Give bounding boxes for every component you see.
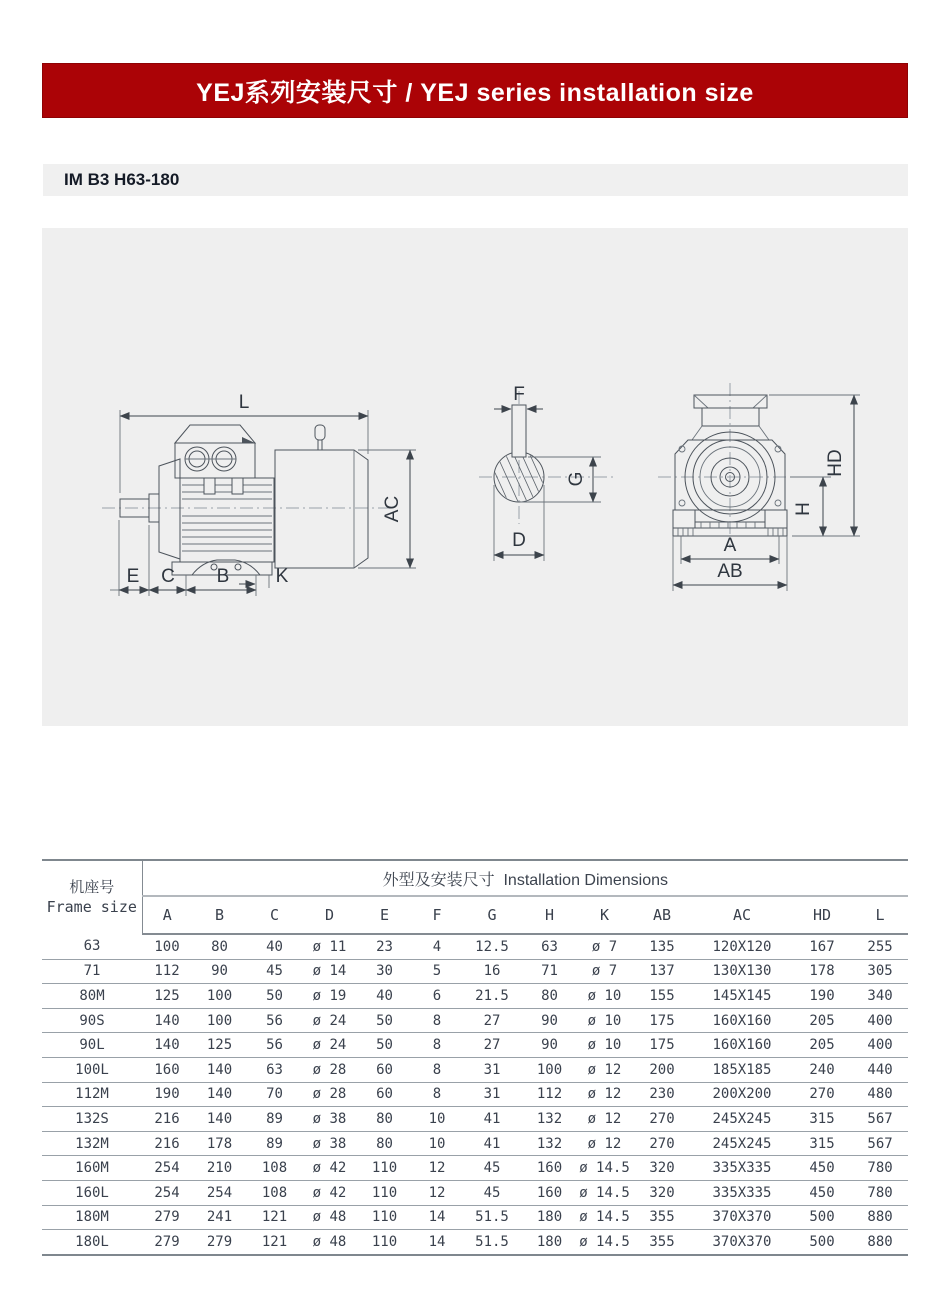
dimension-cell: 6 bbox=[412, 984, 462, 1009]
dimension-cell: 370X370 bbox=[692, 1205, 792, 1230]
dimension-cell: 205 bbox=[792, 1033, 852, 1058]
dimension-cell: 108 bbox=[247, 1180, 302, 1205]
group-header: 外型及安装尺寸 Installation Dimensions bbox=[142, 860, 908, 896]
dimension-cell: 270 bbox=[792, 1082, 852, 1107]
table-row bbox=[42, 1205, 908, 1230]
dimension-cell: ø 14.5 bbox=[577, 1180, 632, 1205]
dimension-cell: 130X130 bbox=[692, 959, 792, 984]
dimensions-table bbox=[42, 859, 908, 1256]
dimension-cell: 45 bbox=[462, 1156, 522, 1181]
frame-size-header-cn: 机座号 bbox=[69, 878, 115, 896]
dimension-cell: ø 12 bbox=[577, 1107, 632, 1132]
keyway bbox=[512, 405, 526, 457]
dimension-cell: 880 bbox=[867, 1233, 893, 1250]
column-header-H: H bbox=[522, 896, 577, 934]
dimension-cell: 145X145 bbox=[692, 984, 792, 1009]
dimension-cell: 4 bbox=[412, 934, 462, 959]
dimension-cell: 51.5 bbox=[462, 1205, 522, 1230]
dimension-cell: 254 bbox=[192, 1180, 247, 1205]
dimension-cell: 500 bbox=[809, 1233, 835, 1250]
dimension-cell: 121 bbox=[261, 1233, 288, 1250]
column-header-K: K bbox=[577, 896, 632, 934]
column-header-E: E bbox=[357, 896, 412, 934]
dimension-cell: 80 bbox=[357, 1131, 412, 1156]
dim-label-H: H bbox=[793, 502, 814, 516]
dimension-cell: 14 bbox=[412, 1205, 462, 1230]
dimension-cell: 100 bbox=[522, 1057, 577, 1082]
dimension-cell: 400 bbox=[852, 1008, 908, 1033]
frame-size-cell: 63 bbox=[42, 934, 142, 959]
column-header-AC: AC bbox=[692, 896, 792, 934]
column-header-F: F bbox=[412, 896, 462, 934]
table-row bbox=[42, 1033, 908, 1058]
dimension-cell: 355 bbox=[649, 1233, 675, 1250]
dimension-cell: ø 28 bbox=[302, 1057, 357, 1082]
dimension-cell: 480 bbox=[852, 1082, 908, 1107]
dimension-cell: 155 bbox=[632, 984, 692, 1009]
dimension-cell: 175 bbox=[632, 1033, 692, 1058]
dimension-cell: 780 bbox=[852, 1180, 908, 1205]
dimension-cell: 27 bbox=[462, 1033, 522, 1058]
dimension-cell: ø 10 bbox=[577, 1033, 632, 1058]
dimension-cell: 140 bbox=[192, 1057, 247, 1082]
dimension-cell: 450 bbox=[792, 1156, 852, 1181]
dimension-cell: ø 7 bbox=[577, 934, 632, 959]
dimension-cell: 185X185 bbox=[692, 1057, 792, 1082]
frame-size-cell: 180L bbox=[75, 1233, 109, 1250]
dimension-cell: 178 bbox=[192, 1131, 247, 1156]
dimension-cell: 80 bbox=[357, 1107, 412, 1132]
dimension-cell: ø 24 bbox=[302, 1008, 357, 1033]
dimension-cell: ø 14.5 bbox=[577, 1205, 632, 1230]
terminal-box bbox=[175, 425, 255, 478]
dim-label-E: E bbox=[126, 566, 140, 587]
dimension-cell: 108 bbox=[247, 1156, 302, 1181]
dimension-cell: 200 bbox=[632, 1057, 692, 1082]
dimension-cell: 80 bbox=[522, 984, 577, 1009]
frame-size-cell: 90L bbox=[42, 1033, 142, 1058]
dimension-cell: 41 bbox=[462, 1131, 522, 1156]
dimension-cell: 8 bbox=[412, 1033, 462, 1058]
dimension-cell: 56 bbox=[247, 1033, 302, 1058]
column-header-HD: HD bbox=[792, 896, 852, 934]
dimension-cell: 112 bbox=[522, 1082, 577, 1107]
dimension-cell: 56 bbox=[247, 1008, 302, 1033]
dim-label-K: K bbox=[275, 566, 289, 587]
dim-label-A: A bbox=[723, 535, 737, 556]
dimension-cell: 335X335 bbox=[692, 1156, 792, 1181]
front-view-drawing bbox=[658, 383, 860, 591]
dimension-cell: 40 bbox=[357, 984, 412, 1009]
dimension-cell: ø 14.5 bbox=[579, 1233, 630, 1250]
frame-size-cell: 132S bbox=[42, 1107, 142, 1132]
dimension-cell: ø 42 bbox=[302, 1180, 357, 1205]
dimension-cell: 140 bbox=[142, 1008, 192, 1033]
dimension-cell: ø 12 bbox=[577, 1057, 632, 1082]
dim-label-G: G bbox=[566, 471, 587, 487]
table-body bbox=[42, 934, 908, 1255]
dimension-cell: 45 bbox=[247, 959, 302, 984]
dimension-cell: 90 bbox=[522, 1008, 577, 1033]
dimension-cell: 132 bbox=[522, 1107, 577, 1132]
dimension-cell: 63 bbox=[522, 934, 577, 959]
motor-body bbox=[180, 478, 274, 562]
dimension-cell: ø 14 bbox=[302, 959, 357, 984]
column-header-D: D bbox=[302, 896, 357, 934]
table-row bbox=[42, 1107, 908, 1132]
dimension-cell: 245X245 bbox=[692, 1107, 792, 1132]
dimension-cell: 12.5 bbox=[462, 934, 522, 959]
dimension-cell: 450 bbox=[792, 1180, 852, 1205]
dim-label-B: B bbox=[216, 566, 230, 587]
dimension-cell: 190 bbox=[792, 984, 852, 1009]
dimension-cell: 205 bbox=[792, 1008, 852, 1033]
dimension-cell: 180 bbox=[536, 1233, 563, 1250]
dimension-cell: 23 bbox=[357, 934, 412, 959]
dimension-cell: 100 bbox=[142, 934, 192, 959]
dimension-cell: 80 bbox=[192, 934, 247, 959]
side-view-drawing bbox=[102, 392, 416, 596]
dimension-cell: 180 bbox=[522, 1205, 577, 1230]
dimension-cell: 50 bbox=[357, 1033, 412, 1058]
table-row bbox=[42, 934, 908, 959]
dimension-cell: ø 38 bbox=[302, 1131, 357, 1156]
table-row bbox=[42, 1082, 908, 1107]
dimension-cell: 279 bbox=[206, 1233, 233, 1250]
frame-size-cell: 112M bbox=[42, 1082, 142, 1107]
dimension-cell: 567 bbox=[852, 1107, 908, 1132]
dimension-cell: 210 bbox=[192, 1156, 247, 1181]
dimension-cell: 355 bbox=[632, 1205, 692, 1230]
dimension-cell: 10 bbox=[412, 1107, 462, 1132]
dimension-cell: ø 24 bbox=[302, 1033, 357, 1058]
dimension-cell: 21.5 bbox=[462, 984, 522, 1009]
frame-size-cell: 132M bbox=[42, 1131, 142, 1156]
dimension-cell: 440 bbox=[852, 1057, 908, 1082]
dimension-cell: 27 bbox=[462, 1008, 522, 1033]
dimension-cell: 255 bbox=[852, 934, 908, 959]
dimension-cell: 125 bbox=[142, 984, 192, 1009]
dim-label-C: C bbox=[161, 566, 175, 587]
dimension-cell: 40 bbox=[247, 934, 302, 959]
dimension-cell: 140 bbox=[142, 1033, 192, 1058]
frame-size-cell: 71 bbox=[42, 959, 142, 984]
drawing-area bbox=[42, 228, 908, 726]
column-header-AB: AB bbox=[632, 896, 692, 934]
dimension-cell: 41 bbox=[462, 1107, 522, 1132]
dimension-cell: 8 bbox=[412, 1082, 462, 1107]
dim-label-AB: AB bbox=[717, 561, 743, 582]
column-header-C: C bbox=[247, 896, 302, 934]
dim-label-AC: AC bbox=[382, 495, 403, 523]
column-header-A: A bbox=[142, 896, 192, 934]
dimension-cell: 190 bbox=[142, 1082, 192, 1107]
dimension-cell: 240 bbox=[792, 1057, 852, 1082]
dimension-cell: 110 bbox=[357, 1205, 412, 1230]
dimension-cell: 112 bbox=[142, 959, 192, 984]
dimension-cell: 120X120 bbox=[692, 934, 792, 959]
dimension-cell: 160X160 bbox=[692, 1008, 792, 1033]
dimension-cell: ø 48 bbox=[302, 1205, 357, 1230]
dim-label-HD: HD bbox=[825, 449, 846, 477]
dimension-cell: 241 bbox=[192, 1205, 247, 1230]
dimension-cell: 567 bbox=[852, 1131, 908, 1156]
dimension-cell: 160X160 bbox=[692, 1033, 792, 1058]
dimension-cell: 137 bbox=[632, 959, 692, 984]
page-title: YEJ系列安装尺寸 / YEJ series installation size bbox=[196, 78, 754, 107]
banner bbox=[42, 63, 908, 118]
dimension-cell: 167 bbox=[792, 934, 852, 959]
dimension-cell: 340 bbox=[852, 984, 908, 1009]
dimension-cell: 125 bbox=[192, 1033, 247, 1058]
dimension-cell: 70 bbox=[247, 1082, 302, 1107]
frame-size-header bbox=[42, 860, 142, 934]
dimension-cell: 110 bbox=[357, 1180, 412, 1205]
dimension-cell: 400 bbox=[852, 1033, 908, 1058]
table-row bbox=[42, 959, 908, 984]
dim-label-F: F bbox=[513, 384, 525, 405]
dimension-cell: 90 bbox=[522, 1033, 577, 1058]
dimension-cell: 320 bbox=[632, 1156, 692, 1181]
dimension-cell: 230 bbox=[632, 1082, 692, 1107]
dimension-cell: ø 28 bbox=[302, 1082, 357, 1107]
frame-size-cell: 90S bbox=[42, 1008, 142, 1033]
section-subtitle bbox=[43, 164, 908, 196]
table-row bbox=[42, 1057, 908, 1082]
dimension-cell: 175 bbox=[632, 1008, 692, 1033]
table-header bbox=[42, 860, 908, 934]
dimension-cell: 89 bbox=[247, 1107, 302, 1132]
frame-size-cell: 160L bbox=[42, 1180, 142, 1205]
dimension-cell: 121 bbox=[247, 1205, 302, 1230]
dimension-cell: 16 bbox=[462, 959, 522, 984]
table-row bbox=[42, 1230, 908, 1255]
dimension-cell: 315 bbox=[792, 1107, 852, 1132]
dimension-cell: 12 bbox=[412, 1180, 462, 1205]
dimension-cell: 270 bbox=[632, 1131, 692, 1156]
dimension-cell: 178 bbox=[792, 959, 852, 984]
shaft-section-drawing bbox=[472, 384, 614, 561]
dimension-cell: 279 bbox=[142, 1205, 192, 1230]
dimension-cell: 100 bbox=[192, 984, 247, 1009]
dimension-cell: 160 bbox=[522, 1156, 577, 1181]
dimension-cell: 305 bbox=[852, 959, 908, 984]
dimension-cell: 200X200 bbox=[692, 1082, 792, 1107]
dimension-cell: 110 bbox=[371, 1233, 398, 1250]
dimension-cell: 780 bbox=[852, 1156, 908, 1181]
dimension-cell: ø 10 bbox=[577, 984, 632, 1009]
dimension-cell: ø 12 bbox=[577, 1082, 632, 1107]
dimension-cell: 71 bbox=[522, 959, 577, 984]
frame-size-cell: 80M bbox=[42, 984, 142, 1009]
table-row bbox=[42, 1131, 908, 1156]
dimension-cell: 880 bbox=[852, 1205, 908, 1230]
technical-drawing bbox=[42, 228, 908, 726]
dimension-cell: ø 12 bbox=[577, 1131, 632, 1156]
dimension-cell: ø 19 bbox=[302, 984, 357, 1009]
dimension-cell: 8 bbox=[412, 1057, 462, 1082]
brake-stud bbox=[315, 425, 325, 440]
dimension-cell: 10 bbox=[412, 1131, 462, 1156]
dim-label-L: L bbox=[238, 392, 250, 413]
column-header-L: L bbox=[852, 896, 908, 934]
table-row bbox=[42, 1008, 908, 1033]
dimension-cell: 245X245 bbox=[692, 1131, 792, 1156]
dimension-cell: 100 bbox=[192, 1008, 247, 1033]
dim-label-D: D bbox=[512, 530, 526, 551]
dimension-cell: 63 bbox=[247, 1057, 302, 1082]
dimension-cell: 216 bbox=[142, 1131, 192, 1156]
dimension-cell: ø 11 bbox=[302, 934, 357, 959]
dimension-cell: 5 bbox=[412, 959, 462, 984]
dimension-cell: 110 bbox=[357, 1156, 412, 1181]
frame-size-cell: 180M bbox=[42, 1205, 142, 1230]
dimension-cell: 270 bbox=[632, 1107, 692, 1132]
dimension-cell: ø 7 bbox=[577, 959, 632, 984]
dimension-cell: 500 bbox=[792, 1205, 852, 1230]
dimension-cell: 370X370 bbox=[712, 1233, 772, 1250]
dimension-cell: 8 bbox=[412, 1008, 462, 1033]
frame-size-header-en: Frame size bbox=[46, 897, 137, 916]
dimension-cell: ø 14.5 bbox=[577, 1156, 632, 1181]
dimension-cell: ø 38 bbox=[302, 1107, 357, 1132]
dimension-cell: 140 bbox=[192, 1082, 247, 1107]
dimension-cell: 335X335 bbox=[692, 1180, 792, 1205]
dimension-cell: 31 bbox=[462, 1057, 522, 1082]
dimension-cell: 160 bbox=[142, 1057, 192, 1082]
dimension-cell: 315 bbox=[792, 1131, 852, 1156]
column-header-B: B bbox=[192, 896, 247, 934]
dimension-cell: 140 bbox=[192, 1107, 247, 1132]
bearing-flange bbox=[159, 459, 180, 559]
table-row bbox=[42, 1180, 908, 1205]
dimension-cell: 90 bbox=[192, 959, 247, 984]
dimension-cell: 160 bbox=[522, 1180, 577, 1205]
dimension-cell: 50 bbox=[247, 984, 302, 1009]
dimension-cell: 132 bbox=[522, 1131, 577, 1156]
dimension-cell: 31 bbox=[462, 1082, 522, 1107]
dimension-cell: 254 bbox=[142, 1156, 192, 1181]
dimension-cell: 45 bbox=[462, 1180, 522, 1205]
dimension-cell: 60 bbox=[357, 1082, 412, 1107]
dimension-cell: 135 bbox=[632, 934, 692, 959]
subtitle-text: IM B3 H63-180 bbox=[64, 170, 180, 189]
frame-size-cell: 100L bbox=[42, 1057, 142, 1082]
dimension-cell: 30 bbox=[357, 959, 412, 984]
dimension-cell: 14 bbox=[428, 1233, 446, 1250]
frame-size-cell: 160M bbox=[42, 1156, 142, 1181]
dimension-cell: 50 bbox=[357, 1008, 412, 1033]
table-row bbox=[42, 1156, 908, 1181]
dimension-cell: ø 42 bbox=[302, 1156, 357, 1181]
column-header-G: G bbox=[462, 896, 522, 934]
dimension-cell: 216 bbox=[142, 1107, 192, 1132]
dimension-cell: 254 bbox=[142, 1180, 192, 1205]
table-row bbox=[42, 984, 908, 1009]
dimension-cell: 89 bbox=[247, 1131, 302, 1156]
dimension-cell: 279 bbox=[154, 1233, 180, 1250]
column-header-row bbox=[42, 896, 908, 934]
dimension-cell: 12 bbox=[412, 1156, 462, 1181]
dimension-cell: ø 10 bbox=[577, 1008, 632, 1033]
dimension-cell: ø 48 bbox=[312, 1233, 347, 1250]
dimension-cell: 60 bbox=[357, 1057, 412, 1082]
dimension-cell: 320 bbox=[632, 1180, 692, 1205]
dimension-cell: 51.5 bbox=[475, 1233, 509, 1250]
